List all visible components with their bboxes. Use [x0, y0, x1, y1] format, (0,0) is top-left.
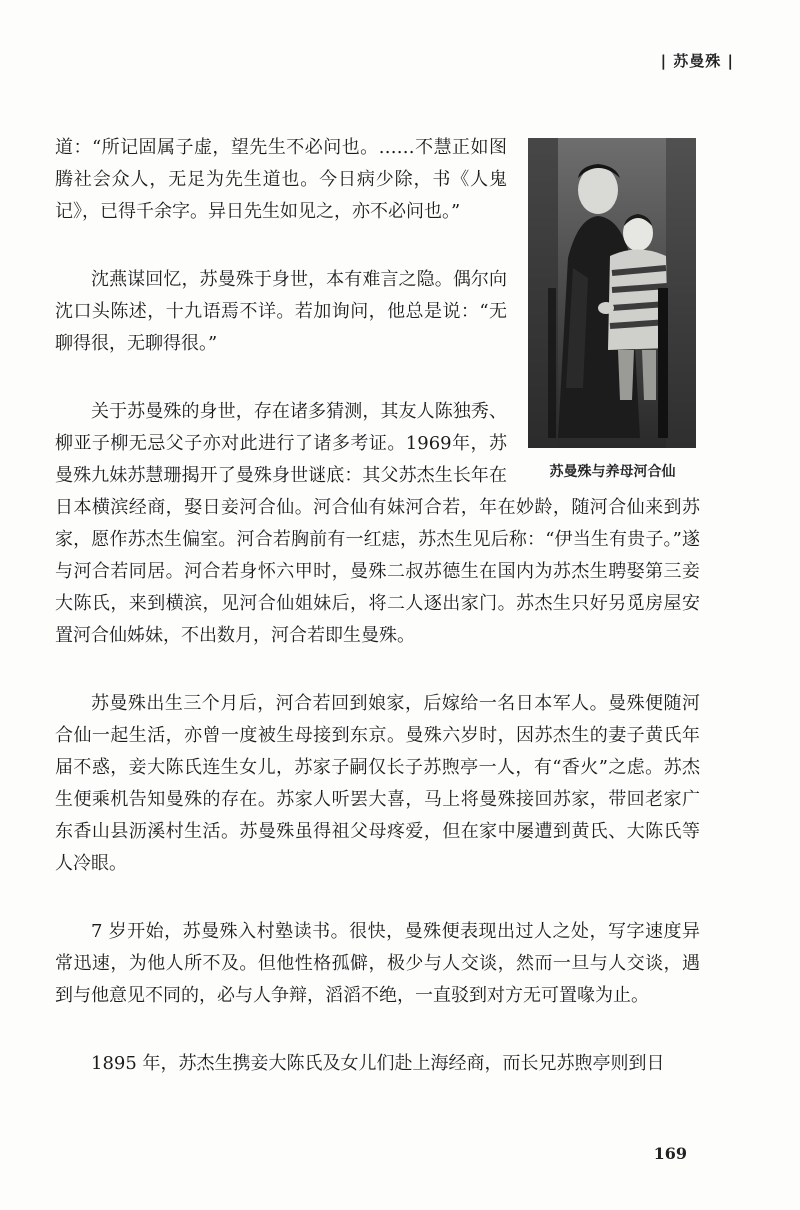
paragraph: 道：“所记固属子虚，望先生不必问也。……不慧正如图腾社会众人，无足为先生道也。今日病少除，书《人鬼记》，已得千余字。异日先生如见之，亦不必问也。” [55, 137, 507, 222]
body-text [55, 132, 700, 1116]
photo-mother-and-child [528, 138, 696, 448]
running-header: | 苏曼殊 | [660, 52, 734, 70]
paragraph: 1895 年，苏杰生携妾大陈氏及女儿们赴上海经商，而长兄苏煦亭则到日 [91, 1053, 665, 1074]
paragraph: 苏曼殊出生三个月后，河合若回到娘家，后嫁给一名日本军人。曼殊便随河合仙一起生活，亦曾一度被生母接到东京。曼殊六岁时，因苏杰生的妻子黄氏年届不惑，妾大陈氏连生女儿，苏家子嗣仅长子苏煦亭一人，有“香火”之虑。苏杰生便乘机告知曼殊的存在。苏家人听罢大喜，马上将曼殊接回苏家，带回老家广东香山县沥溪村生活。苏曼殊虽得祖父母疼爱，但在家中屡遭到黄氏、大陈氏等人冷眼。 [55, 693, 700, 874]
paragraph: 沈燕谋回忆，苏曼殊于身世，本有难言之隐。偶尔向沈口头陈述，十九语焉不详。若加询问，他总是说：“无聊得很，无聊得很。” [55, 269, 507, 354]
figure-caption: 苏曼殊与养母河合仙 [549, 464, 676, 480]
page-number: 169 [653, 1144, 687, 1163]
paragraph: 7 岁开始，苏曼殊入村塾读书。很快，曼殊便表现出过人之处，写字速度异常迅速，为他人所不及。但他性格孤僻，极少与人交谈，然而一旦与人交谈，遇到与他意见不同的，必与人争辩，滔滔不绝，一直驳到对方无可置喙为止。 [55, 921, 700, 1006]
figure [525, 138, 700, 482]
paragraph: 关于苏曼殊的身世，存在诸多猜测，其友人陈独秀、柳亚子柳无忌父子亦对此进行了诸多考证。1969年，苏曼殊九妹苏慧珊揭开了曼殊身世谜底：其父苏杰生长年在日本横滨经商，娶日妾河合仙。河合仙有妹河合若，年在妙龄，随河合仙来到苏家，愿作苏杰生偏室。河合若胸前有一红痣，苏杰生见后称：“伊当生有贵子。”遂与河合若同居。河合若身怀六甲时，曼殊二叔苏德生在国内为苏杰生聘娶第三妾大陈氏，来到横滨，见河合仙姐妹后，将二人逐出家门。苏杰生只好另觅房屋安置河合仙姊妹，不出数月，河合若即生曼殊。 [55, 401, 700, 646]
